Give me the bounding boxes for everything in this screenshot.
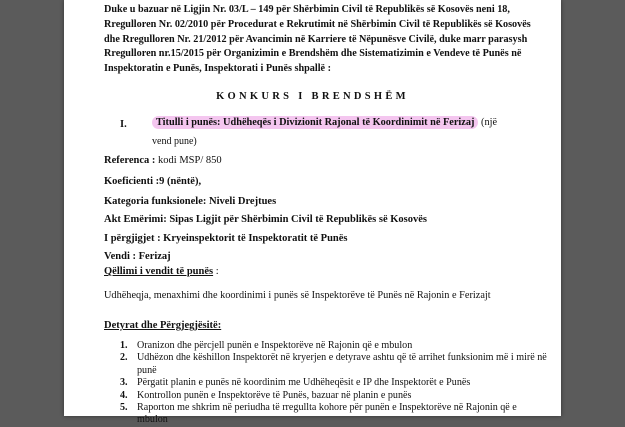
category-line: Kategoria funksionele: Niveli Drejtues [104,196,277,207]
list-item-text: Kontrollon punën e Inspektorëve të Punës, bazuar në planin e punës [137,389,412,401]
document-heading: KONKURS I BRENDSHËM [216,91,409,102]
reference-line [104,155,222,166]
purpose-text: Udhëheqja, menaxhimi dhe koordinimi i punës së Inspektorëve të Punës në Rajonin e Ferizajt [104,290,491,301]
list-item [120,352,550,377]
list-item-number: 3. [120,377,128,389]
list-item [120,377,550,389]
reference-value: kodi MSP/ 850 [158,155,222,166]
job-title-highlight: Titulli i punës: Udhëheqës i Divizionit Rajonal të Koordinimit në Ferizaj [152,116,478,129]
section-number: I. [120,119,127,130]
purpose-heading: Qëllimi i vendit të punës [104,266,214,277]
list-item [120,390,550,402]
purpose-heading-colon: : [213,266,219,277]
job-title-suffix: (një [481,117,498,128]
intro-paragraph: Duke u bazuar në Ligjin Nr. 03/L – 149 për Shërbimin Civil të Republikës së Kosovës neni 18, Rregulloren Nr. 02/2010 për Procedurat e Rekrutimit në Shërbimin Civil të Republikës së Kosovës dhe Rregulloren Nr. 21/2012 për Avancimin në Karriere të Nëpunësve Civilë, duke marr parasysh Rregulloren nr.15/2015 për Organizimin e Brendshëm dhe Sistematizimin e Vendeve të Punës në Inspektoratin e Punës, Inspektorati i Punës shpallë : [104,4,531,75]
purpose-heading-line [104,266,219,277]
duties-heading: Detyrat dhe Përgjegjësitë: [104,320,222,331]
list-item-number: 1. [120,340,128,351]
reference-label: Referenca : [104,155,156,166]
list-item-number: 4. [120,389,128,401]
list-item-text: Oranizon dhe përcjell punën e Inspektorëve në Rajonin që e mbulon [137,340,413,351]
coefficient-line: Koeficienti :9 (nëntë), [104,176,202,187]
list-item-number: 5. [120,402,128,414]
appointment-act-line: Akt Emërimi: Sipas Ligjit për Shërbimin Civil të Republikës së Kosovës [104,214,427,225]
list-item [120,340,550,352]
list-item-text: Udhëzon dhe këshillon Inspektorët në kryerjen e detyrave ashtu që të arrihet funksionim më i mirë në punë [137,352,547,376]
job-title-line [152,117,552,128]
document-page [64,0,561,426]
list-item [120,402,550,427]
duties-list [120,340,550,427]
job-title-continuation: vend pune) [152,136,197,147]
reports-to-line: I përgjigjet : Kryeinspektorit të Inspektoratit të Punës [104,233,348,244]
location-line: Vendi : Ferizaj [104,251,171,262]
list-item-text: Raporton me shkrim në periudha të rregullta kohore për punën e Inspektorëve në Rajonin që e mbulon [137,402,517,426]
list-item-text: Përgatit planin e punës në koordinim me Udhëheqësit e IP dhe Inspektorët e Punës [137,377,471,389]
list-item-number: 2. [120,352,128,364]
